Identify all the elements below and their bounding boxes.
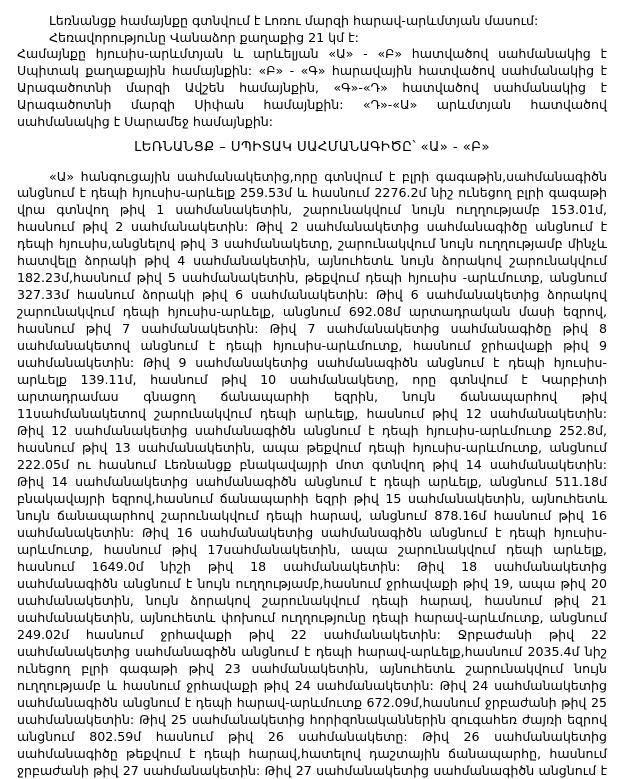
body-line: սահմանակետին: Թիվ 25 սահմանակետից հորիզոնականներին զուգահեռ ժայռի եզրով xyxy=(17,712,607,727)
intro-line: Արագածոտնի մարզի Ավշեն համայնքին, «Գ»-«Դ» հատվածով սահմանակից է xyxy=(17,80,607,95)
body-line: հասնում թիվ 7 սահմանակետին: Թիվ 7 սահմանակետից սահմանագիծը թիվ 8 xyxy=(17,321,607,336)
body-line: շարունակվում դեպի հյուսիս-արևելք, անցնում 692.08մ արտադրական մասի եզրով, xyxy=(17,304,607,319)
body-line: սահմանակետից սահմանագիծն անցնում է դեպի հարավ-արևելք,հասնում 2035.4մ նիշ xyxy=(17,644,607,659)
section-title: ԼԵՌՆԱՆՑՔ – ՍՊԻՏԱԿ ՍԱՀՄԱՆԱԳԻԾԸ՝ «Ա» - «Բ» xyxy=(134,139,490,155)
body-line: սահմանակետին, այնուհետև փոխում ուղղությունը դեպի հարավ-արևմուտք, անցնում xyxy=(17,610,607,625)
body-line: ունեցող բլրի գագաթի թիվ 23 սահմանակետին, այնուհետև շարունակվում նույն xyxy=(17,661,607,676)
body-line: արևմուտք, հասնում թիվ 17սահմանակետին, ապա շարունակվում դեպի արևելք, xyxy=(17,542,607,557)
body-line: հասնում թիվ 13 սահմանակետին, ապա թեքվում դեպի հյուսիս-արևմուտք, անցնում xyxy=(17,440,607,455)
body-line: Թիվ 14 սահմանակետից սահմանագիծն անցնում է դեպի արևելք, անցնում 511.18մ xyxy=(17,474,607,489)
body-line: 327.33մ հասնում ձորակի թիվ 6 սահմանակետին: Թիվ 6 սահմանակետից ձորակով xyxy=(17,287,607,302)
body-line: սահմանակետին, նույն ձորակով շարունակվում դեպի հարավ, հասնում թիվ 21 xyxy=(17,593,607,608)
body-line: վրա գտնվող թիվ 1 սահմանակետին, շարունակվում նույն ուղղությամբ 153.01մ, xyxy=(17,202,607,217)
intro-line: Լեռնանցք համայնքը գտնվում է Լոռու մարզի հարավ-արևմտյան մասում: xyxy=(49,13,539,28)
body-line: 249.02մ հասնում ջրհավաքի թիվ 22 սահմանակետին: Ջրբաժանի թիվ 22 xyxy=(17,627,607,642)
body-line: ուղղությամբ և հասնում ջրհավաքի թիվ 24 սահմանակետին: Թիվ 24 սահմանակետից xyxy=(17,678,607,693)
body-line: սահմանակետով անցնում է դեպի հյուսիս-արևմուտք, հասնում ջրհավաքի թիվ 9 xyxy=(17,338,607,353)
body-line: բնակավայրի եզրով,հասնում ճանապարհի եզրի թիվ 15 սահմանակետին, այնուհետև xyxy=(17,491,607,506)
body-line: անցնում 802.59մ հասնում թիվ 26 սահմանակետը: Թիվ 26 սահմանակետից xyxy=(17,729,607,744)
body-line: դեպի հյուսիս,անցնելով թիվ 3 սահմանակետը, շարունակվում նույն ուղղությամբ մինչև xyxy=(17,236,607,251)
intro-line: սահմանակից է Սարամեջ համայնքին: xyxy=(17,114,274,129)
body-line: սահմանակետին: Թիվ 9 սահմանակետից սահմանագիծն անցնում է դեպի հյուսիս- xyxy=(17,355,607,370)
body-line: նույն ճանապարհով շարունակվում դեպի հարավ, անցնում 878.16մ հասնում թիվ 16 xyxy=(17,508,607,523)
body-line: ջրբաժանի թիվ 27 սահմանակետին: Թիվ 27 սահմանակետից սահմանագիծն անցնում է xyxy=(17,763,607,778)
body-line: 222.05մ ու հասնում Լեռնանցք բնակավայրի մոտ գտնվող թիվ 14 սահմանակետին: xyxy=(17,457,607,472)
intro-line: Հեռավորությունը Վանաձոր քաղաքից 21 կմ է: xyxy=(49,30,359,45)
intro-line: Սպիտակ քաղաքային համայնքին: «Բ» - «Գ» հարավային հատվածով սահմանակից է xyxy=(17,63,607,78)
body-line: 182.23մ,հասնում թիվ 5 սահմանակետին, թեքվում դեպի հյուսիս -արևմուտք, անցնում xyxy=(17,270,607,285)
intro-line: Համայնքը հյուսիս-արևմտյան և արևելյան «Ա» - «Բ» հատվածով սահմանակից է xyxy=(17,46,607,61)
body-line: հասնում թիվ 2 սահմանակետին: Թիվ 2 սահմանակետից սահմանագիծը անցնում է xyxy=(17,219,607,234)
body-line: սահմանակետին: Թիվ 16 սահմանակետից սահմանագիծն անցնում է դեպի հյուսիս- xyxy=(17,525,607,540)
body-line: «Ա» հանգուցային սահմանակետից,որը գտնվում է բլրի գագաթին,սահմանագիծն xyxy=(49,169,607,184)
body-line: սահմանագիծն անցնում է դեպի հարավ-արևմուտք 672.09մ,հասնում ջրբաժանի թիվ 25 xyxy=(17,695,607,710)
body-line: հատվելը ձորակի թիվ 4 սահմանակետին, այնուհետև նույն ձորակով շարունակվում xyxy=(17,253,607,268)
body-line: սահմանագիծն անցնում է նույն ուղղությամբ,հասնում ջրհավաքի թիվ 19, ապա թիվ 20 xyxy=(17,576,607,591)
intro-line: Արագածոտնի մարզի Սիփան համայնքին: «Դ»-«Ա» արևմտյան հատվածով xyxy=(17,97,607,112)
body-line: արտադրամաս գնացող ճանապարհի եզրին, նույն ճանապարհով թիվ xyxy=(17,389,607,404)
body-line: սահմանագիծը թեքվում է դեպի հարավ,հատելով դաշտային ճանապարհը, հասնում xyxy=(17,746,607,761)
body-line: հասնում 1649.0մ նիշի թիվ 18 սահմանակետին: Թիվ 18 սահմանակետից xyxy=(17,559,607,574)
body-line: 11սահմանակետով շարունակվում դեպի արևելք, հասնում թիվ 12 սահմանակետին: xyxy=(17,406,607,421)
body-line: անցնում է դեպի հյուսիս-արևելք 259.53մ և հասնում 2276.2մ նիշ ունեցող բլրի գագաթի xyxy=(17,185,607,200)
body-line: արևելք 139.11մ, հասնում թիվ 10 սահմանակետը, որը գտնվում է Կարբիտի xyxy=(17,372,607,387)
body-line: Թիվ 12 սահմանակետից սահմանագիծն անցնում է դեպի հյուսիս-արևմուտք 252.8մ, xyxy=(17,423,607,438)
